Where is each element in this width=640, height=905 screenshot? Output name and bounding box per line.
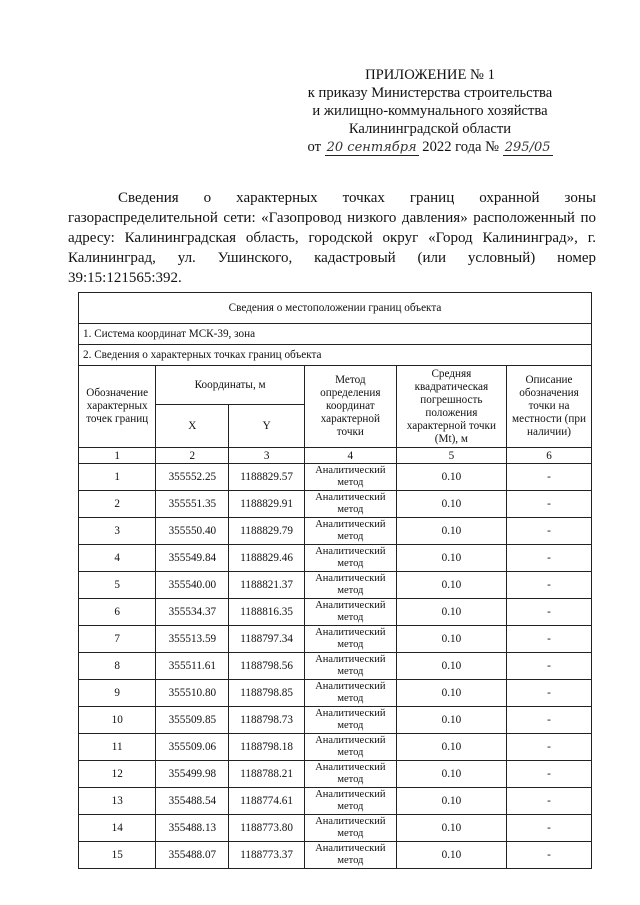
header-description: Описание обозначения точки на местности (при наличии)	[506, 366, 591, 448]
method: Аналитический метод	[304, 464, 396, 491]
coord-y: 1188797.34	[229, 626, 305, 653]
coord-x: 355513.59	[156, 626, 229, 653]
point-number: 9	[79, 680, 156, 707]
table-row	[79, 572, 592, 599]
description: -	[506, 464, 591, 491]
header-error: Средняя квадратическая погрешность положения характерной точки (Mt), м	[396, 366, 506, 448]
point-number: 7	[79, 626, 156, 653]
error-value: 0.10	[396, 491, 506, 518]
coord-y: 1188829.57	[229, 464, 305, 491]
table-row	[79, 815, 592, 842]
description: -	[506, 599, 591, 626]
coord-x: 355534.37	[156, 599, 229, 626]
header-method: Метод определения координат характерной точки	[304, 366, 396, 448]
point-number: 4	[79, 545, 156, 572]
point-number: 10	[79, 707, 156, 734]
table-row	[79, 464, 592, 491]
error-value: 0.10	[396, 599, 506, 626]
description: -	[506, 491, 591, 518]
method: Аналитический метод	[304, 788, 396, 815]
method: Аналитический метод	[304, 707, 396, 734]
method: Аналитический метод	[304, 518, 396, 545]
coord-y: 1188821.37	[229, 572, 305, 599]
table-row	[79, 599, 592, 626]
table-row	[79, 788, 592, 815]
table-row	[79, 653, 592, 680]
method: Аналитический метод	[304, 653, 396, 680]
method: Аналитический метод	[304, 842, 396, 869]
description: -	[506, 518, 591, 545]
method: Аналитический метод	[304, 761, 396, 788]
table-row	[79, 707, 592, 734]
coord-x: 355488.07	[156, 842, 229, 869]
description: -	[506, 815, 591, 842]
coord-y: 1188788.21	[229, 761, 305, 788]
method: Аналитический метод	[304, 572, 396, 599]
appendix-header	[290, 66, 570, 156]
date-suffix: 2022 года №	[422, 139, 500, 155]
error-value: 0.10	[396, 626, 506, 653]
description: -	[506, 626, 591, 653]
intro-text: Сведения о характерных точках границ охранной зоны газораспределительной сети: «Газопровод низкого давления» расположенный по адресу: Калининградская область, городской округ «Город Калининград», г. Калининград, ул. Ушинского, кадастровый (или условный) номер 39:15:121565:392.	[68, 190, 596, 286]
coord-y: 1188798.85	[229, 680, 305, 707]
column-number: 1	[79, 448, 156, 464]
error-value: 0.10	[396, 842, 506, 869]
table-caption-row	[79, 293, 592, 324]
description: -	[506, 545, 591, 572]
description: -	[506, 842, 591, 869]
coord-x: 355511.61	[156, 653, 229, 680]
column-number: 2	[156, 448, 229, 464]
description: -	[506, 680, 591, 707]
header-coordinates: Координаты, м	[156, 366, 305, 405]
coord-y: 1188829.46	[229, 545, 305, 572]
point-number: 12	[79, 761, 156, 788]
coord-x: 355509.85	[156, 707, 229, 734]
coordinate-system: 1. Система координат МСК-39, зона	[79, 324, 592, 345]
error-value: 0.10	[396, 788, 506, 815]
method: Аналитический метод	[304, 491, 396, 518]
coord-y: 1188798.56	[229, 653, 305, 680]
method: Аналитический метод	[304, 626, 396, 653]
method: Аналитический метод	[304, 815, 396, 842]
handwritten-date: 20 сентября	[326, 140, 417, 155]
error-value: 0.10	[396, 734, 506, 761]
appendix-title: ПРИЛОЖЕНИЕ № 1	[365, 67, 495, 83]
method: Аналитический метод	[304, 599, 396, 626]
column-number: 6	[506, 448, 591, 464]
section-2-row	[79, 345, 592, 366]
coord-y: 1188798.73	[229, 707, 305, 734]
order-line-2: и жилищно-коммунального хозяйства	[312, 103, 548, 119]
coord-y: 1188773.80	[229, 815, 305, 842]
error-value: 0.10	[396, 545, 506, 572]
table-row	[79, 518, 592, 545]
table-row	[79, 626, 592, 653]
description: -	[506, 572, 591, 599]
point-number: 11	[79, 734, 156, 761]
handwritten-order-number: 295/05	[504, 140, 551, 155]
point-number: 3	[79, 518, 156, 545]
coord-x: 355510.80	[156, 680, 229, 707]
coord-y: 1188829.79	[229, 518, 305, 545]
order-line-1: к приказу Министерства строительства	[307, 85, 553, 101]
table-row	[79, 491, 592, 518]
description: -	[506, 707, 591, 734]
point-number: 6	[79, 599, 156, 626]
method: Аналитический метод	[304, 545, 396, 572]
description: -	[506, 653, 591, 680]
section-2-title: 2. Сведения о характерных точках границ объекта	[79, 345, 592, 366]
order-line-3: Калининградской области	[348, 121, 512, 137]
boundary-points-table	[78, 292, 592, 869]
coord-x: 355488.54	[156, 788, 229, 815]
point-number: 13	[79, 788, 156, 815]
coord-x: 355488.13	[156, 815, 229, 842]
date-prefix: от	[307, 139, 321, 155]
error-value: 0.10	[396, 572, 506, 599]
header-designation: Обозначение характерных точек границ	[79, 366, 156, 448]
point-number: 5	[79, 572, 156, 599]
error-value: 0.10	[396, 761, 506, 788]
coord-x: 355550.40	[156, 518, 229, 545]
coord-x: 355549.84	[156, 545, 229, 572]
table-caption: Сведения о местоположении границ объекта	[79, 293, 592, 324]
coord-y: 1188829.91	[229, 491, 305, 518]
point-number: 14	[79, 815, 156, 842]
method: Аналитический метод	[304, 680, 396, 707]
point-number: 8	[79, 653, 156, 680]
intro-paragraph	[68, 188, 596, 288]
point-number: 2	[79, 491, 156, 518]
error-value: 0.10	[396, 815, 506, 842]
table-row	[79, 761, 592, 788]
error-value: 0.10	[396, 518, 506, 545]
column-number: 5	[396, 448, 506, 464]
column-numbers-row	[79, 448, 592, 464]
method: Аналитический метод	[304, 734, 396, 761]
coord-y: 1188816.35	[229, 599, 305, 626]
point-number: 15	[79, 842, 156, 869]
error-value: 0.10	[396, 680, 506, 707]
coord-x: 355551.35	[156, 491, 229, 518]
error-value: 0.10	[396, 653, 506, 680]
table-row	[79, 734, 592, 761]
column-number: 4	[304, 448, 396, 464]
coord-x: 355552.25	[156, 464, 229, 491]
coord-x: 355499.98	[156, 761, 229, 788]
coordinate-system-row	[79, 324, 592, 345]
order-date-line	[290, 138, 570, 156]
coord-y: 1188774.61	[229, 788, 305, 815]
coord-x: 355540.00	[156, 572, 229, 599]
error-value: 0.10	[396, 707, 506, 734]
header-x: X	[156, 405, 229, 448]
coord-y: 1188773.37	[229, 842, 305, 869]
coord-x: 355509.06	[156, 734, 229, 761]
point-number: 1	[79, 464, 156, 491]
description: -	[506, 761, 591, 788]
column-number: 3	[229, 448, 305, 464]
table-row	[79, 842, 592, 869]
table-row	[79, 545, 592, 572]
header-row-1	[79, 366, 592, 405]
coord-y: 1188798.18	[229, 734, 305, 761]
description: -	[506, 734, 591, 761]
error-value: 0.10	[396, 464, 506, 491]
table-row	[79, 680, 592, 707]
description: -	[506, 788, 591, 815]
header-y: Y	[229, 405, 305, 448]
